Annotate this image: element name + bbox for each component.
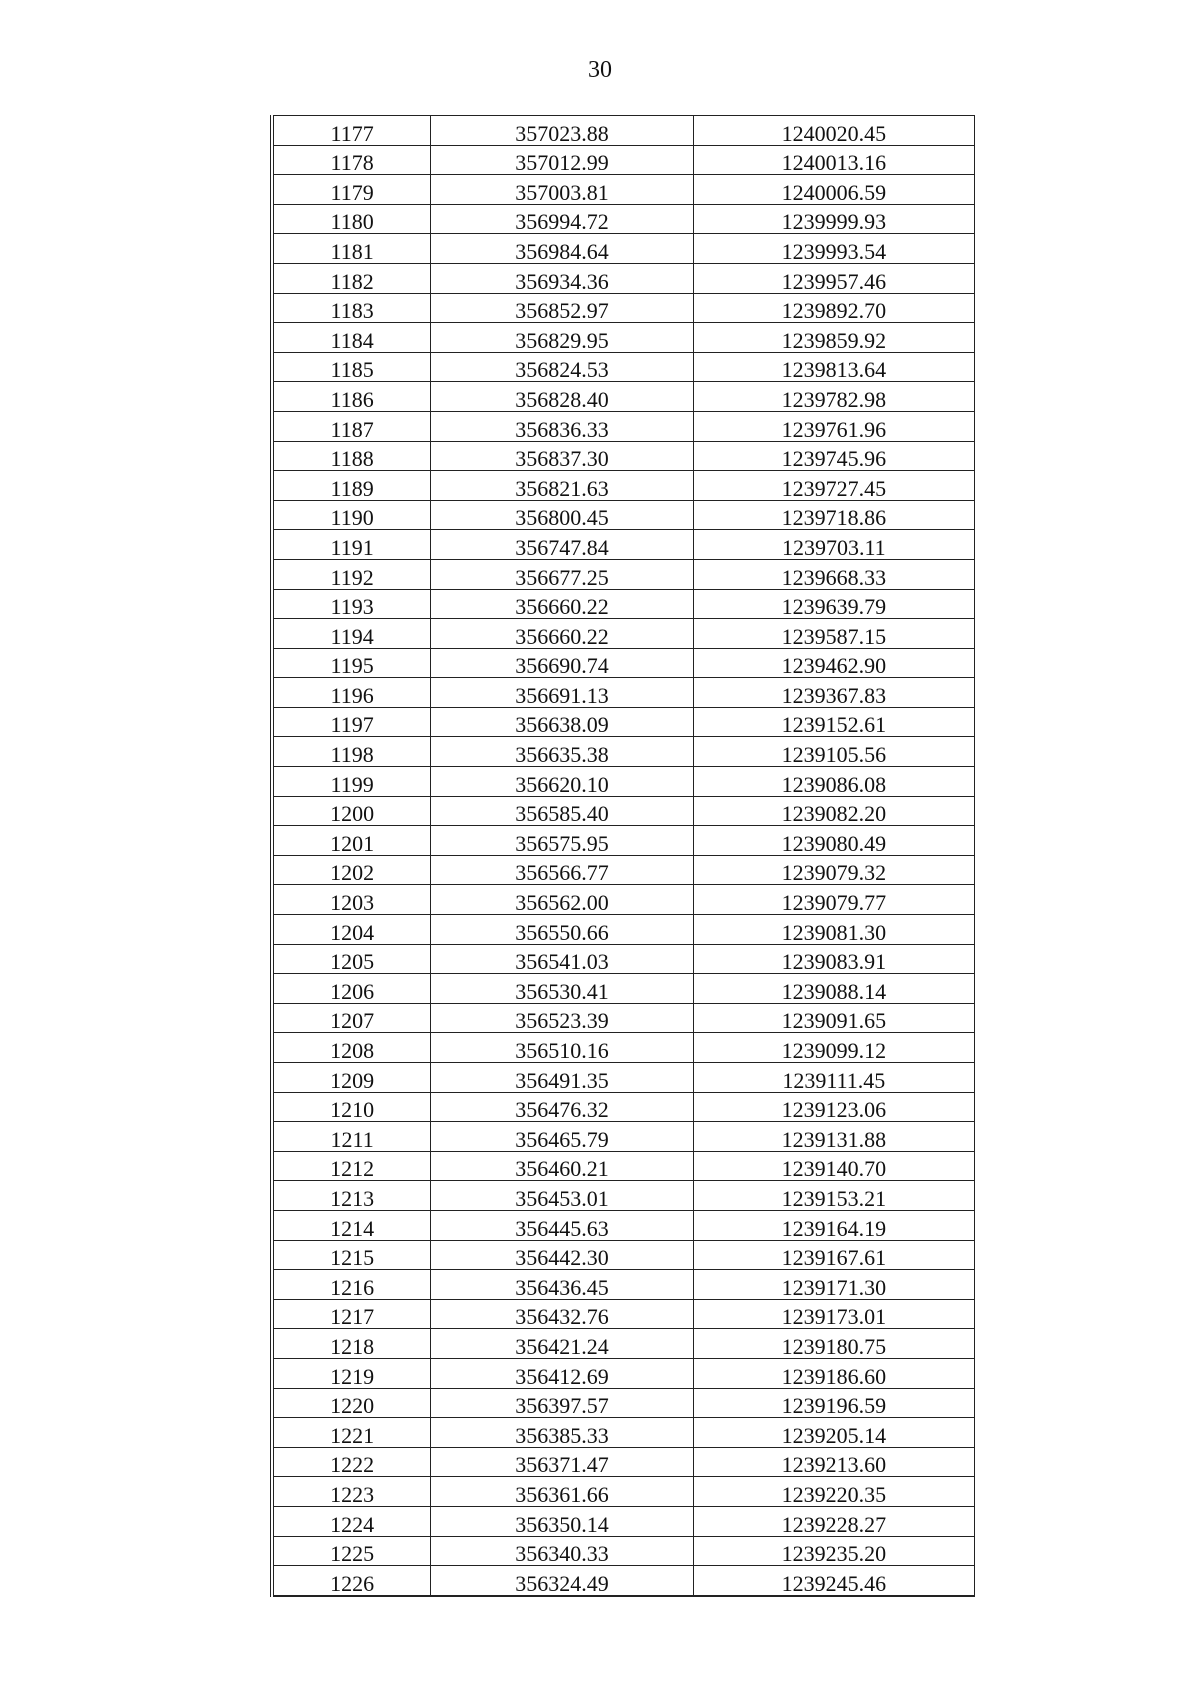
point-number-cell: 1181 xyxy=(272,234,431,264)
table-row xyxy=(272,1270,975,1300)
y-coordinate-cell: 1239587.15 xyxy=(693,619,974,649)
x-coordinate-cell: 356412.69 xyxy=(431,1358,693,1388)
y-coordinate-cell: 1239171.30 xyxy=(693,1270,974,1300)
table-row xyxy=(272,1329,975,1359)
table-row xyxy=(272,263,975,293)
y-coordinate-cell: 1239079.77 xyxy=(693,885,974,915)
y-coordinate-cell: 1239105.56 xyxy=(693,737,974,767)
point-number-cell: 1213 xyxy=(272,1181,431,1211)
y-coordinate-cell: 1240020.45 xyxy=(693,116,974,146)
table-row xyxy=(272,855,975,885)
y-coordinate-cell: 1239957.46 xyxy=(693,263,974,293)
coordinates-table-body xyxy=(272,116,975,1596)
table-row xyxy=(272,944,975,974)
x-coordinate-cell: 356800.45 xyxy=(431,500,693,530)
x-coordinate-cell: 356432.76 xyxy=(431,1299,693,1329)
x-coordinate-cell: 356445.63 xyxy=(431,1210,693,1240)
point-number-cell: 1220 xyxy=(272,1388,431,1418)
y-coordinate-cell: 1239993.54 xyxy=(693,234,974,264)
x-coordinate-cell: 356476.32 xyxy=(431,1092,693,1122)
point-number-cell: 1197 xyxy=(272,707,431,737)
table-row xyxy=(272,1122,975,1152)
x-coordinate-cell: 356852.97 xyxy=(431,293,693,323)
y-coordinate-cell: 1239196.59 xyxy=(693,1388,974,1418)
table-row xyxy=(272,974,975,1004)
point-number-cell: 1224 xyxy=(272,1506,431,1536)
table-row xyxy=(272,1063,975,1093)
x-coordinate-cell: 356747.84 xyxy=(431,530,693,560)
table-row xyxy=(272,885,975,915)
table-row xyxy=(272,1299,975,1329)
table-row xyxy=(272,441,975,471)
x-coordinate-cell: 356635.38 xyxy=(431,737,693,767)
x-coordinate-cell: 356620.10 xyxy=(431,767,693,797)
table-row xyxy=(272,500,975,530)
table-row xyxy=(272,1536,975,1566)
table-row xyxy=(272,145,975,175)
point-number-cell: 1208 xyxy=(272,1033,431,1063)
point-number-cell: 1204 xyxy=(272,915,431,945)
table-row xyxy=(272,619,975,649)
y-coordinate-cell: 1239639.79 xyxy=(693,589,974,619)
point-number-cell: 1182 xyxy=(272,263,431,293)
table-row xyxy=(272,648,975,678)
y-coordinate-cell: 1239245.46 xyxy=(693,1566,974,1596)
table-row xyxy=(272,175,975,205)
table-row xyxy=(272,411,975,441)
table-row xyxy=(272,707,975,737)
x-coordinate-cell: 356821.63 xyxy=(431,471,693,501)
y-coordinate-cell: 1239091.65 xyxy=(693,1003,974,1033)
y-coordinate-cell: 1239083.91 xyxy=(693,944,974,974)
x-coordinate-cell: 356829.95 xyxy=(431,323,693,353)
x-coordinate-cell: 356385.33 xyxy=(431,1418,693,1448)
x-coordinate-cell: 356460.21 xyxy=(431,1151,693,1181)
x-coordinate-cell: 356453.01 xyxy=(431,1181,693,1211)
y-coordinate-cell: 1239718.86 xyxy=(693,500,974,530)
table-row xyxy=(272,915,975,945)
x-coordinate-cell: 356585.40 xyxy=(431,796,693,826)
point-number-cell: 1185 xyxy=(272,352,431,382)
y-coordinate-cell: 1239727.45 xyxy=(693,471,974,501)
x-coordinate-cell: 356523.39 xyxy=(431,1003,693,1033)
y-coordinate-cell: 1239859.92 xyxy=(693,323,974,353)
table-row xyxy=(272,1477,975,1507)
point-number-cell: 1219 xyxy=(272,1358,431,1388)
x-coordinate-cell: 356436.45 xyxy=(431,1270,693,1300)
y-coordinate-cell: 1239080.49 xyxy=(693,826,974,856)
table-row xyxy=(272,1566,975,1596)
y-coordinate-cell: 1239999.93 xyxy=(693,204,974,234)
table-row xyxy=(272,589,975,619)
point-number-cell: 1184 xyxy=(272,323,431,353)
x-coordinate-cell: 356340.33 xyxy=(431,1536,693,1566)
point-number-cell: 1222 xyxy=(272,1447,431,1477)
point-number-cell: 1226 xyxy=(272,1566,431,1596)
point-number-cell: 1198 xyxy=(272,737,431,767)
x-coordinate-cell: 356371.47 xyxy=(431,1447,693,1477)
point-number-cell: 1177 xyxy=(272,116,431,146)
table-row xyxy=(272,116,975,146)
point-number-cell: 1205 xyxy=(272,944,431,974)
y-coordinate-cell: 1239079.32 xyxy=(693,855,974,885)
point-number-cell: 1187 xyxy=(272,411,431,441)
point-number-cell: 1207 xyxy=(272,1003,431,1033)
y-coordinate-cell: 1239088.14 xyxy=(693,974,974,1004)
point-number-cell: 1191 xyxy=(272,530,431,560)
y-coordinate-cell: 1239892.70 xyxy=(693,293,974,323)
y-coordinate-cell: 1239164.19 xyxy=(693,1210,974,1240)
point-number-cell: 1180 xyxy=(272,204,431,234)
table-row xyxy=(272,826,975,856)
y-coordinate-cell: 1239111.45 xyxy=(693,1063,974,1093)
table-row xyxy=(272,1151,975,1181)
table-row xyxy=(272,1358,975,1388)
y-coordinate-cell: 1239173.01 xyxy=(693,1299,974,1329)
x-coordinate-cell: 356361.66 xyxy=(431,1477,693,1507)
point-number-cell: 1178 xyxy=(272,145,431,175)
point-number-cell: 1183 xyxy=(272,293,431,323)
table-row xyxy=(272,1003,975,1033)
point-number-cell: 1215 xyxy=(272,1240,431,1270)
y-coordinate-cell: 1239745.96 xyxy=(693,441,974,471)
point-number-cell: 1221 xyxy=(272,1418,431,1448)
point-number-cell: 1206 xyxy=(272,974,431,1004)
x-coordinate-cell: 356324.49 xyxy=(431,1566,693,1596)
y-coordinate-cell: 1239761.96 xyxy=(693,411,974,441)
table-row xyxy=(272,1506,975,1536)
point-number-cell: 1223 xyxy=(272,1477,431,1507)
table-row xyxy=(272,323,975,353)
y-coordinate-cell: 1239140.70 xyxy=(693,1151,974,1181)
y-coordinate-cell: 1240006.59 xyxy=(693,175,974,205)
point-number-cell: 1189 xyxy=(272,471,431,501)
table-row xyxy=(272,1240,975,1270)
x-coordinate-cell: 356562.00 xyxy=(431,885,693,915)
point-number-cell: 1192 xyxy=(272,559,431,589)
y-coordinate-cell: 1239235.20 xyxy=(693,1536,974,1566)
point-number-cell: 1196 xyxy=(272,678,431,708)
table-row xyxy=(272,204,975,234)
y-coordinate-cell: 1239668.33 xyxy=(693,559,974,589)
x-coordinate-cell: 356828.40 xyxy=(431,382,693,412)
point-number-cell: 1195 xyxy=(272,648,431,678)
point-number-cell: 1202 xyxy=(272,855,431,885)
y-coordinate-cell: 1239205.14 xyxy=(693,1418,974,1448)
x-coordinate-cell: 356638.09 xyxy=(431,707,693,737)
point-number-cell: 1216 xyxy=(272,1270,431,1300)
y-coordinate-cell: 1239086.08 xyxy=(693,767,974,797)
table-row xyxy=(272,530,975,560)
table-row xyxy=(272,737,975,767)
table-row xyxy=(272,352,975,382)
x-coordinate-cell: 356566.77 xyxy=(431,855,693,885)
x-coordinate-cell: 356421.24 xyxy=(431,1329,693,1359)
table-row xyxy=(272,293,975,323)
y-coordinate-cell: 1239367.83 xyxy=(693,678,974,708)
point-number-cell: 1186 xyxy=(272,382,431,412)
point-number-cell: 1200 xyxy=(272,796,431,826)
y-coordinate-cell: 1239153.21 xyxy=(693,1181,974,1211)
y-coordinate-cell: 1239228.27 xyxy=(693,1506,974,1536)
point-number-cell: 1193 xyxy=(272,589,431,619)
x-coordinate-cell: 356677.25 xyxy=(431,559,693,589)
x-coordinate-cell: 356510.16 xyxy=(431,1033,693,1063)
y-coordinate-cell: 1239123.06 xyxy=(693,1092,974,1122)
y-coordinate-cell: 1239167.61 xyxy=(693,1240,974,1270)
y-coordinate-cell: 1239152.61 xyxy=(693,707,974,737)
x-coordinate-cell: 356442.30 xyxy=(431,1240,693,1270)
x-coordinate-cell: 356837.30 xyxy=(431,441,693,471)
table-row xyxy=(272,1418,975,1448)
table-row xyxy=(272,1181,975,1211)
x-coordinate-cell: 356994.72 xyxy=(431,204,693,234)
x-coordinate-cell: 356397.57 xyxy=(431,1388,693,1418)
y-coordinate-cell: 1239131.88 xyxy=(693,1122,974,1152)
x-coordinate-cell: 357003.81 xyxy=(431,175,693,205)
point-number-cell: 1212 xyxy=(272,1151,431,1181)
x-coordinate-cell: 356465.79 xyxy=(431,1122,693,1152)
table-row xyxy=(272,678,975,708)
table-row xyxy=(272,559,975,589)
x-coordinate-cell: 356530.41 xyxy=(431,974,693,1004)
y-coordinate-cell: 1239813.64 xyxy=(693,352,974,382)
x-coordinate-cell: 356824.53 xyxy=(431,352,693,382)
table-row xyxy=(272,1033,975,1063)
point-number-cell: 1214 xyxy=(272,1210,431,1240)
x-coordinate-cell: 356934.36 xyxy=(431,263,693,293)
y-coordinate-cell: 1239081.30 xyxy=(693,915,974,945)
x-coordinate-cell: 356491.35 xyxy=(431,1063,693,1093)
x-coordinate-cell: 356660.22 xyxy=(431,589,693,619)
point-number-cell: 1199 xyxy=(272,767,431,797)
x-coordinate-cell: 356690.74 xyxy=(431,648,693,678)
x-coordinate-cell: 356660.22 xyxy=(431,619,693,649)
table-row xyxy=(272,1092,975,1122)
point-number-cell: 1210 xyxy=(272,1092,431,1122)
table-row xyxy=(272,767,975,797)
point-number-cell: 1218 xyxy=(272,1329,431,1359)
y-coordinate-cell: 1239782.98 xyxy=(693,382,974,412)
point-number-cell: 1190 xyxy=(272,500,431,530)
table-row xyxy=(272,234,975,264)
point-number-cell: 1203 xyxy=(272,885,431,915)
page-number: 30 xyxy=(588,57,612,83)
point-number-cell: 1179 xyxy=(272,175,431,205)
point-number-cell: 1217 xyxy=(272,1299,431,1329)
point-number-cell: 1209 xyxy=(272,1063,431,1093)
y-coordinate-cell: 1239099.12 xyxy=(693,1033,974,1063)
table-row xyxy=(272,471,975,501)
x-coordinate-cell: 357023.88 xyxy=(431,116,693,146)
y-coordinate-cell: 1239220.35 xyxy=(693,1477,974,1507)
y-coordinate-cell: 1240013.16 xyxy=(693,145,974,175)
table-row xyxy=(272,1447,975,1477)
x-coordinate-cell: 356350.14 xyxy=(431,1506,693,1536)
y-coordinate-cell: 1239213.60 xyxy=(693,1447,974,1477)
x-coordinate-cell: 357012.99 xyxy=(431,145,693,175)
x-coordinate-cell: 356691.13 xyxy=(431,678,693,708)
table-row xyxy=(272,382,975,412)
table-row xyxy=(272,1388,975,1418)
x-coordinate-cell: 356984.64 xyxy=(431,234,693,264)
x-coordinate-cell: 356575.95 xyxy=(431,826,693,856)
y-coordinate-cell: 1239462.90 xyxy=(693,648,974,678)
point-number-cell: 1194 xyxy=(272,619,431,649)
point-number-cell: 1201 xyxy=(272,826,431,856)
point-number-cell: 1188 xyxy=(272,441,431,471)
x-coordinate-cell: 356836.33 xyxy=(431,411,693,441)
y-coordinate-cell: 1239180.75 xyxy=(693,1329,974,1359)
point-number-cell: 1225 xyxy=(272,1536,431,1566)
coordinates-table xyxy=(270,115,975,1597)
x-coordinate-cell: 356550.66 xyxy=(431,915,693,945)
y-coordinate-cell: 1239082.20 xyxy=(693,796,974,826)
y-coordinate-cell: 1239186.60 xyxy=(693,1358,974,1388)
x-coordinate-cell: 356541.03 xyxy=(431,944,693,974)
y-coordinate-cell: 1239703.11 xyxy=(693,530,974,560)
point-number-cell: 1211 xyxy=(272,1122,431,1152)
table-row xyxy=(272,796,975,826)
table-row xyxy=(272,1210,975,1240)
